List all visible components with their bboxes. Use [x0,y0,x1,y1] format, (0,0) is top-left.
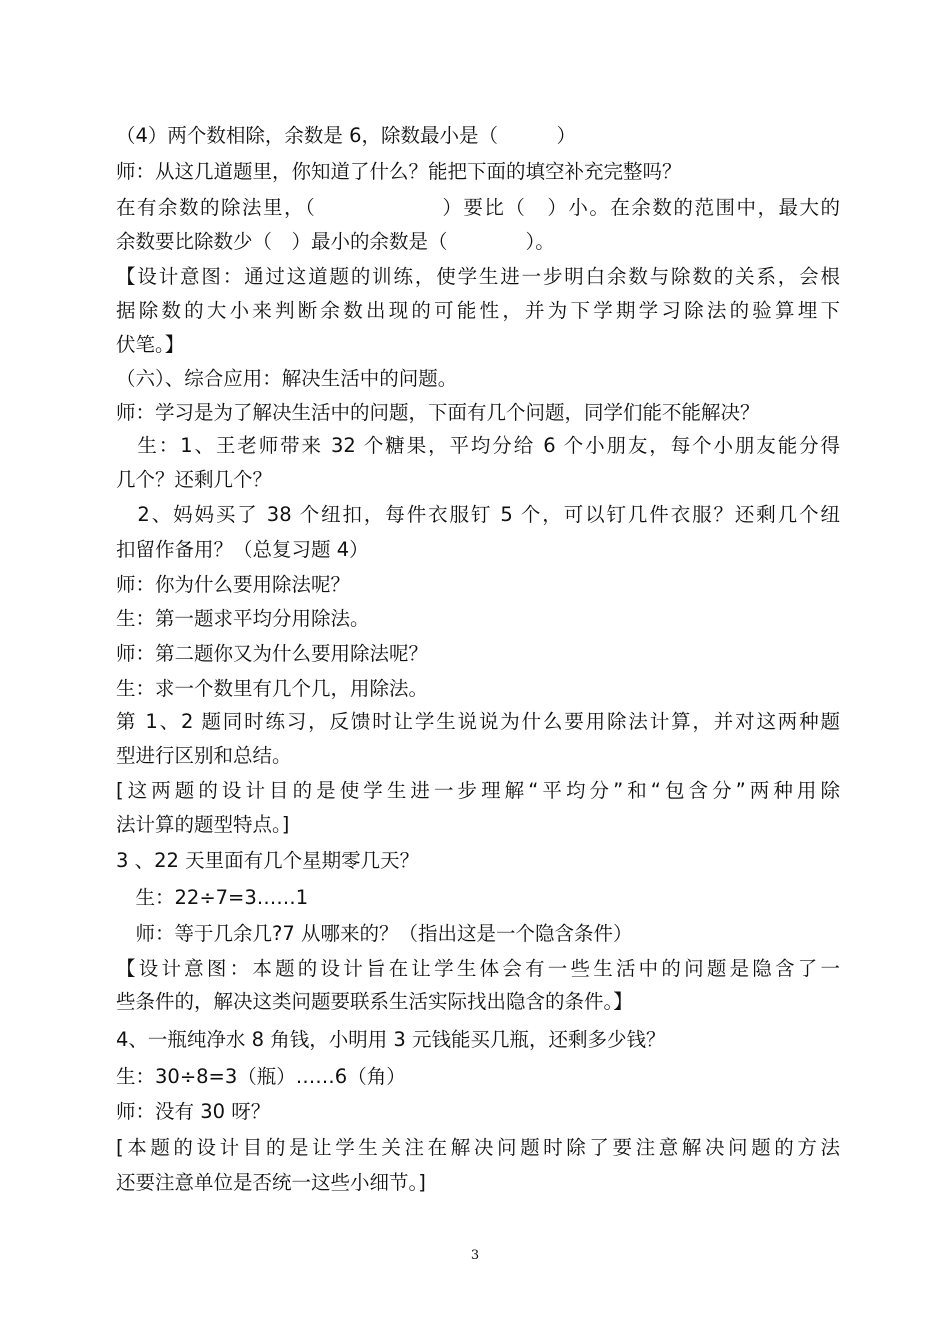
text-line: 师：从这几道题里，你知道了什么？能把下面的填空补充完整吗？ [116,160,682,183]
text-line: （4）两个数相除，余数是 6，除数最小是（ ） [116,124,577,147]
design-purpose-note: 法计算的题型特点。] [116,813,290,836]
text-line: 师：没有 30 呀？ [116,1100,271,1123]
text-line: 生：1、王老师带来 32 个糖果，平均分给 6 个小朋友，每个小朋友能分得 [116,434,840,457]
text-line: 师：等于几余几?7 从哪来的？（指出这是一个隐含条件） [116,922,633,945]
text-line: 师：你为什么要用除法呢？ [116,573,351,596]
text-line: 扣留作备用？（总复习题 4） [116,538,369,561]
text-line: 余数要比除数少（ ）最小的余数是（ ）。 [116,230,555,253]
design-purpose-note: [这两题的设计目的是使学生进一步理解“平均分”和“包含分”两种用除 [116,779,840,802]
text-line: 师：第二题你又为什么要用除法呢？ [116,642,429,665]
design-intent-note: 些条件的，解决这类问题要联系生活实际找出隐含的条件。】 [116,990,633,1013]
text-line: 生：求一个数里有几个几，用除法。 [116,677,429,700]
text-line: 2、妈妈买了 38 个纽扣，每件衣服钉 5 个，可以钉几件衣服？还剩几个纽 [116,503,840,526]
design-intent-note: 伏笔。】 [116,333,185,356]
design-intent-note: 据除数的大小来判断余数出现的可能性，并为下学期学习除法的验算埋下 [116,299,840,322]
text-line: 生：22÷7=3……1 [116,886,309,909]
design-intent-note: 【设计意图：通过这道题的训练，使学生进一步明白余数与除数的关系，会根 [116,265,840,288]
text-line: 4、一瓶纯净水 8 角钱，小明用 3 元钱能买几瓶，还剩多少钱？ [116,1028,666,1051]
text-line: 几个？还剩几个？ [116,468,273,491]
text-line: 在有余数的除法里，（ ）要比（ ）小。在余数的范围中，最大的 [116,196,840,219]
design-purpose-note: [本题的设计目的是让学生关注在解决问题时除了要注意解决问题的方法 [116,1136,840,1159]
text-line: 生：30÷8=3（瓶）……6（角） [116,1065,406,1088]
text-line: 3 、22 天里面有几个星期零几天？ [116,849,420,872]
text-line: 生：第一题求平均分用除法。 [116,607,370,630]
text-line: 第 1、2 题同时练习，反馈时让学生说说为什么要用除法计算，并对这两种题 [116,710,840,733]
page-number: 3 [470,1248,480,1263]
section-heading: （六）、综合应用：解决生活中的问题。 [116,367,458,390]
design-purpose-note: 还要注意单位是否统一这些小细节。] [116,1171,426,1194]
text-line: 师：学习是为了解决生活中的问题，下面有几个问题，同学们能不能解决？ [116,401,760,424]
text-line: 型进行区别和总结。 [116,744,292,767]
design-intent-note: 【设计意图：本题的设计旨在让学生体会有一些生活中的问题是隐含了一 [116,957,840,980]
